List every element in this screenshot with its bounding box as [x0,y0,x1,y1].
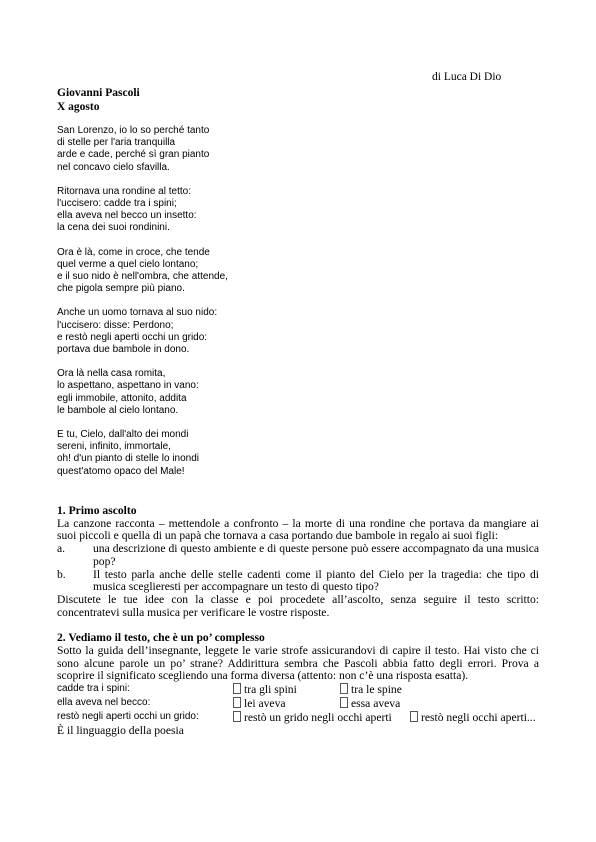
exercise-section [57,505,539,738]
stanza [57,307,228,356]
checkbox-icon[interactable] [340,683,348,694]
question-a-text: una descrizione di questo ambiente e di queste persone può essere accompagnato da una musica pop? [93,542,539,568]
choice-option[interactable] [340,697,400,711]
choice-row-label: cadde tra i spini: [57,683,130,695]
question-b-marker: b. [57,567,66,581]
poem-line: l'uccisero: cadde tra i spini; [57,198,177,210]
poet-name: Giovanni Pascoli [57,87,140,99]
choice-option-label: restò un grido negli occhi aperti [244,711,392,725]
poem-line: E tu, Cielo, dall'alto dei mondi [57,429,189,441]
author-line: di Luca Di Dio [432,71,502,83]
choice-option[interactable] [233,697,286,711]
poem-line: Ritornava una rondine al tetto: [57,185,191,197]
closing-line: È il linguaggio della poesia [57,724,184,738]
poem-line: Anche un uomo tornava al suo nido: [57,307,218,319]
section-2-heading: 2. Vediamo il testo, che è un po’ complesso [57,631,265,645]
poem-line: e il suo nido è nell'ombra, che attende, [57,271,228,283]
choice-row [57,683,539,697]
choice-option-label: restò negli occhi aperti... [421,711,536,725]
section-1-heading: 1. Primo ascolto [57,504,137,517]
poem-line: nel concavo cielo sfavilla. [57,161,170,173]
question-a [57,543,539,568]
checkbox-icon[interactable] [233,683,241,694]
choice-option-label: lei aveva [244,697,286,711]
poem-line: arde e cade, perché sì gran pianto [57,149,210,161]
poem-title: X agosto [57,101,100,113]
choice-option[interactable] [233,711,392,725]
poem-line: le bambole al cielo lontano. [57,404,179,416]
poem-line: l'uccisero: disse: Perdono; [57,319,174,331]
choice-row-label: ella aveva nel becco: [57,697,151,709]
question-b-text: Il testo parla anche delle stelle cadenti come il pianto del Cielo per la tragedia: che tipo di musica sceglieresti per accompagnare un testo di questo tipo? [93,567,539,594]
poem-line: lo aspettano, aspettano in vano: [57,380,199,392]
question-a-marker: a. [57,542,66,556]
section-2-intro: Sotto la guida dell’insegnante, leggete le varie strofe assicurandovi di capire il testo. Hai visto che ci sono alcune parole un po’ strane? Addirittura sembra che Pascoli abbia fatto degli errori. Prova a scoprire il significato scegliendo una forma diversa (attento: non c’è una risposta esatta). [57,644,539,683]
checkbox-icon[interactable] [233,697,241,708]
choice-row [57,697,539,711]
poem-line: la cena dei suoi rondinini. [57,222,170,234]
choice-option[interactable] [340,683,402,697]
choice-row [57,711,539,725]
poem-line: portava due bambole in dono. [57,344,190,356]
poem-body [57,125,228,490]
poem-line: ella aveva nel becco un insetto: [57,210,197,222]
section-1-closing: Discutete le tue idee con la classe e poi procedete all’ascolto, senza seguire il testo scritto: concentratevi sulla musica per verificare le vostre risposte. [57,592,539,619]
poem-line: egli immobile, attonito, addita [57,392,187,404]
poem-line: oh! d'un pianto di stelle lo inondi [57,453,200,465]
choice-option-label: essa aveva [351,697,401,711]
choice-option[interactable] [410,711,536,725]
poem-line: San Lorenzo, io lo so perché tanto [57,125,210,136]
checkbox-icon[interactable] [233,711,241,722]
choice-row-label: restò negli aperti occhi un grido: [57,711,199,723]
stanza [57,186,228,235]
poem-line: di stelle per l'aria tranquilla [57,137,176,149]
section-1-intro: La canzone racconta – mettendole a confronto – la morte di una rondine che portava da mangiare ai suoi piccoli e quella di un papà che tornava a casa portando due bambole in regalo ai suoi figli: [57,516,539,543]
poem-line: e restò negli aperti occhi un grido: [57,331,208,343]
stanza [57,429,228,478]
checkbox-icon[interactable] [340,697,348,708]
choice-option-label: tra gli spini [244,683,297,697]
poem-line: quel verme a quel cielo lontano; [57,258,199,270]
poem-line: che pigola sempre più piano. [57,283,185,295]
checkbox-icon[interactable] [410,711,418,722]
poem-line: quest'atomo opaco del Male! [57,465,185,477]
poem-line: Ora è là, come in croce, che tende [57,246,210,258]
stanza [57,368,228,417]
poem-line: Ora là nella casa romita, [57,368,166,380]
poem-line: sereni, infinito, immortale, [57,441,171,453]
choice-option-label: tra le spine [351,683,402,697]
poem-header [57,86,140,114]
stanza [57,247,228,296]
question-b [57,569,539,594]
choice-option[interactable] [233,683,297,697]
stanza [57,125,228,174]
